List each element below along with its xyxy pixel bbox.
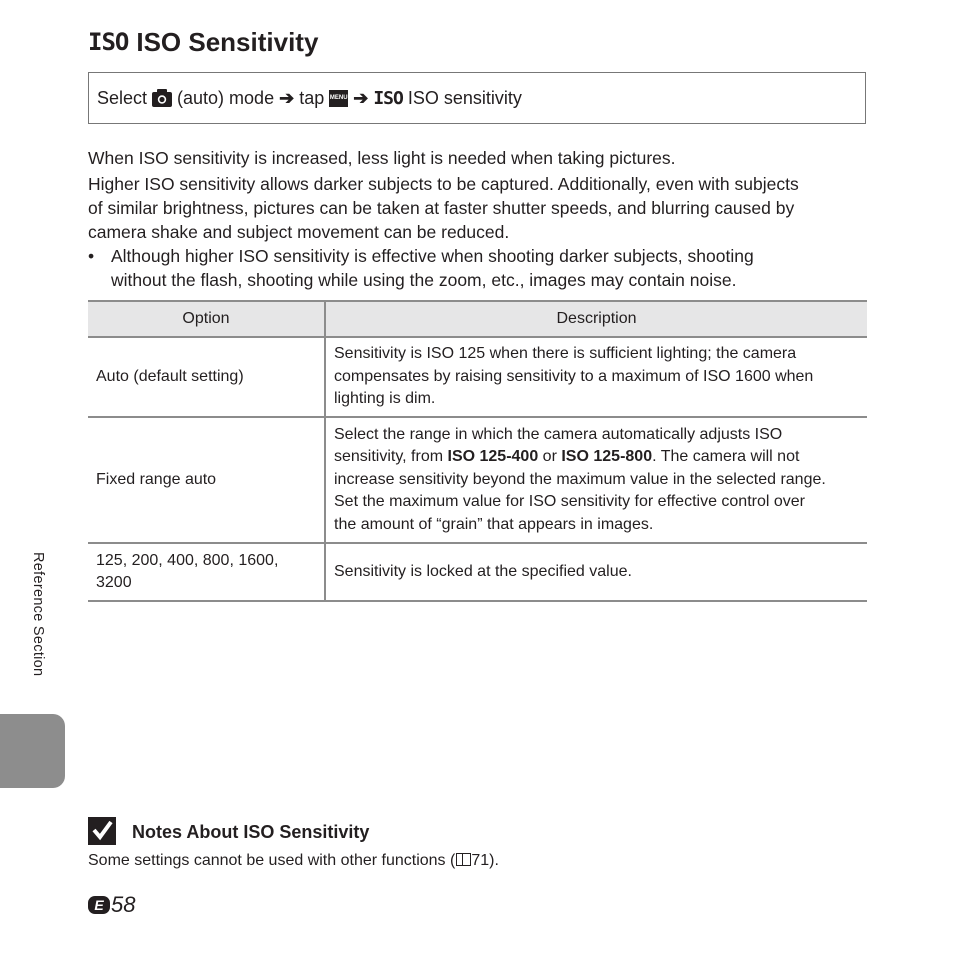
intro-paragraph-1: When ISO sensitivity is increased, less light is needed when taking pictures.: [88, 148, 676, 168]
camera-icon: [152, 89, 172, 107]
table-header-row: [88, 301, 867, 337]
arrow-right-icon: ➔: [279, 87, 295, 108]
range-value: ISO 125-400: [447, 448, 539, 466]
notes-text: [88, 852, 499, 870]
iso-icon: ISO: [373, 87, 403, 109]
iso-icon: ISO: [88, 28, 129, 56]
description-cell: [325, 417, 867, 543]
option-cell: Fixed range auto: [88, 417, 325, 543]
e-section-icon: E: [88, 896, 110, 914]
menu-path-destination: ISO sensitivity: [407, 87, 522, 108]
column-header-description: Description: [325, 301, 867, 337]
description-line: the amount of “grain” that appears in images.: [334, 515, 654, 533]
bullet-line: Although higher ISO sensitivity is effective when shooting darker subjects, shooting: [111, 246, 754, 266]
iso-options-table: [88, 300, 867, 602]
intro-line: of similar brightness, pictures can be taken at faster shutter speeds, and blurring caused by: [88, 198, 795, 218]
option-line: 125, 200, 400, 800, 1600,: [96, 551, 279, 569]
option-cell: [88, 543, 325, 601]
intro-line: Higher ISO sensitivity allows darker subjects to be captured. Additionally, even with subjects: [88, 174, 799, 194]
arrow-right-icon: ➔: [353, 87, 369, 108]
description-line: [334, 446, 859, 469]
bullet-line: without the flash, shooting while using the zoom, etc., images may contain noise.: [111, 270, 737, 290]
bullet-dot-icon: •: [88, 246, 95, 266]
intro-paragraph-2: [88, 172, 868, 244]
description-line: Select the range in which the camera automatically adjusts ISO: [334, 425, 783, 443]
page-title: [88, 24, 318, 60]
description-text: or: [538, 448, 562, 466]
page-title-text: ISO Sensitivity: [136, 27, 319, 57]
description-line: increase sensitivity beyond the maximum value in the selected range.: [334, 470, 826, 488]
column-header-option: Option: [88, 301, 325, 337]
menu-path-box: [88, 72, 866, 124]
description-line: compensates by raising sensitivity to a maximum of ISO 1600 when: [334, 367, 814, 385]
noise-bullet: [88, 244, 868, 292]
page-number: [88, 892, 135, 918]
book-reference-icon: [456, 853, 471, 866]
range-value: ISO 125-800: [561, 448, 653, 466]
menu-icon: MENU: [329, 90, 348, 107]
page-number-value: 58: [111, 892, 136, 917]
notes-text-part: Some settings cannot be used with other functions (: [88, 852, 456, 869]
menu-path-tap: tap: [299, 87, 325, 108]
table-row: [88, 417, 867, 543]
description-cell: [325, 337, 867, 417]
checkmark-note-icon: [88, 817, 116, 845]
section-tab: [0, 714, 65, 788]
description-cell: Sensitivity is locked at the specified value.: [325, 543, 867, 601]
description-text: sensitivity, from: [334, 448, 448, 466]
description-text: . The camera will not: [652, 448, 800, 466]
notes-heading: Notes About ISO Sensitivity: [132, 822, 370, 842]
option-cell: Auto (default setting): [88, 337, 325, 417]
description-line: lighting is dim.: [334, 390, 436, 408]
table-row: [88, 337, 867, 417]
description-line: Sensitivity is ISO 125 when there is sufficient lighting; the camera: [334, 345, 797, 363]
menu-path-mode: (auto) mode: [177, 87, 275, 108]
notes-text-part: ).: [489, 852, 499, 869]
table-row: [88, 543, 867, 601]
option-line: 3200: [96, 574, 132, 591]
menu-path-select: Select: [97, 87, 148, 108]
description-line: Set the maximum value for ISO sensitivity for effective control over: [334, 493, 805, 511]
page-reference-link[interactable]: 71: [471, 852, 490, 869]
intro-line: camera shake and subject movement can be reduced.: [88, 222, 510, 242]
section-side-label: Reference Section: [30, 552, 46, 677]
